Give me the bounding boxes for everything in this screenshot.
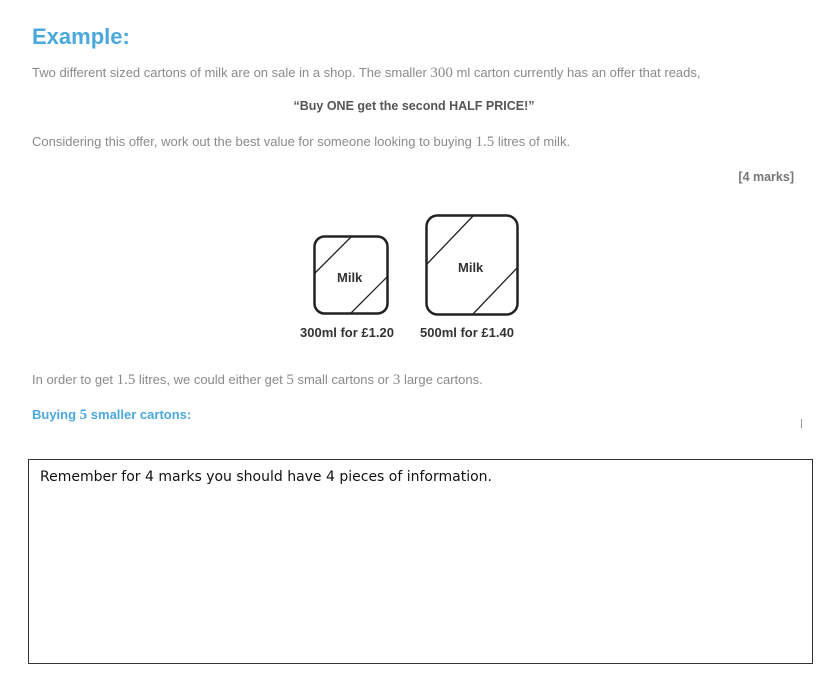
task-text: Considering this offer, work out the best value for someone looking to buying 1.5 litres of milk. bbox=[32, 134, 571, 150]
buying-subheading: Buying 5 smaller cartons: bbox=[32, 407, 192, 423]
small-carton-price: 300ml for £1.20 bbox=[300, 325, 394, 340]
small-carton-image bbox=[313, 235, 389, 315]
intro-text: Two different sized cartons of milk are on sale in a shop. The smaller 300 ml carton currently has an offer that reads, bbox=[32, 65, 701, 81]
small-carton-label: Milk bbox=[337, 270, 363, 285]
offer-quote: “Buy ONE get the second HALF PRICE!” bbox=[293, 99, 535, 113]
large-carton-label: Milk bbox=[458, 260, 484, 275]
text-cursor bbox=[801, 419, 802, 428]
large-carton-image bbox=[425, 214, 519, 316]
hint-answer-box[interactable] bbox=[28, 459, 813, 664]
example-heading: Example: bbox=[32, 24, 130, 49]
large-carton-price: 500ml for £1.40 bbox=[420, 325, 514, 340]
hint-text: Remember for 4 marks you should have 4 pieces of information. bbox=[40, 469, 492, 485]
order-text: In order to get 1.5 litres, we could either get 5 small cartons or 3 large cartons. bbox=[32, 372, 483, 388]
marks-label: [4 marks] bbox=[738, 170, 794, 184]
